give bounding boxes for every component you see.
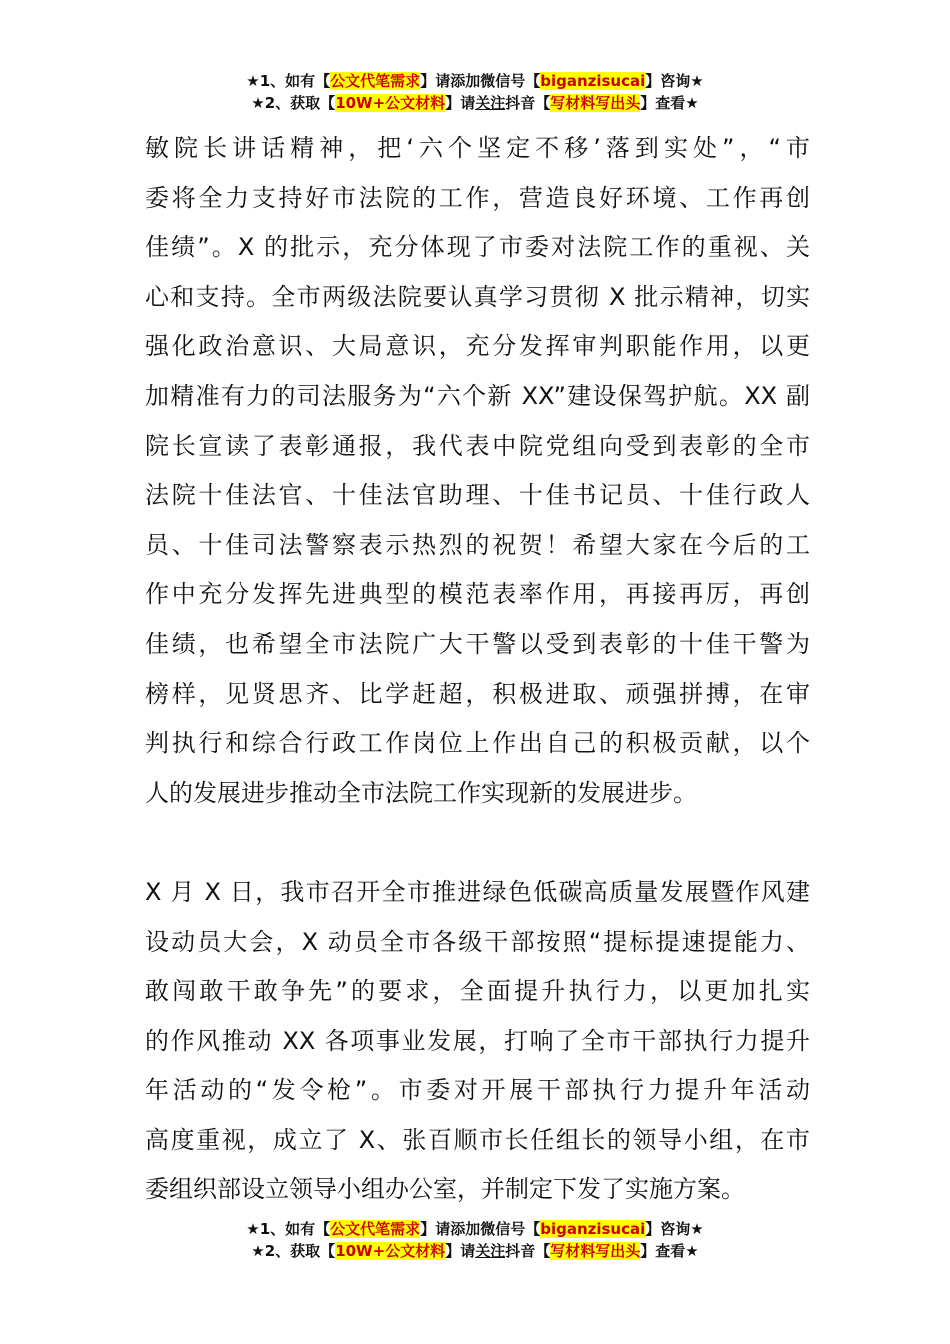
follow-emphasis: 关注 [475,94,506,112]
highlight-materials: 10W+公文材料 [335,94,446,112]
text-line: 佳绩，也希望全市法院广大干警以受到表彰的十佳干警为 [145,629,810,658]
text-line: 榜样，见贤思齐、比学赶超，积极进取、顽强拼搏，在审 [145,679,810,708]
text-line: X 月 X 日，我市召开全市推进绿色低碳高质量发展暨作风建 [145,877,810,906]
text-line: 判执行和综合行政工作岗位上作出自己的积极贡献，以个 [145,729,810,758]
text-line: 法院十佳法官、十佳法官助理、十佳书记员、十佳行政人 [145,481,810,510]
highlight-wechat-id: biganzisucai [540,72,646,90]
text-line: 委组织部设立领导小组办公室，并制定下发了实施方案。 [145,1175,745,1204]
highlight-materials: 10W+公文材料 [335,1242,446,1260]
highlight-douyin-account: 写材料写出头 [550,1242,641,1260]
text-line: 设动员大会，X 动员全市各级干部按照“提标提速提能力、 [145,927,810,956]
text-line: 人的发展进步推动全市法院工作实现新的发展进步。 [145,778,697,807]
text-line: 高度重视，成立了 X、张百顺市长任组长的领导小组，在市 [145,1125,810,1154]
follow-emphasis: 关注 [475,1242,506,1260]
text-line: 敏院长讲话精神，把‘六个坚定不移’落到实处”，“市 [145,134,810,162]
footer-banner-line-1: ★1、如有【公文代笔需求】请添加微信号【biganzisucai】咨询★ [246,1220,704,1238]
text-line: 敢闯敢干敢争先”的要求，全面提升执行力，以更加扎实 [145,977,810,1006]
paragraph-2 [145,868,810,1215]
highlight-service: 公文代笔需求 [330,1220,421,1238]
header-banner-line-2: ★2、获取【10W+公文材料】请关注抖音【写材料写出头】查看★ [251,94,699,112]
highlight-douyin-account: 写材料写出头 [550,94,641,112]
text-line: 院长宣读了表彰通报，我代表中院党组向受到表彰的全市 [145,431,810,460]
highlight-wechat-id: biganzisucai [540,1220,646,1238]
text-line: 作中充分发挥先进典型的模范表率作用，再接再厉，再创 [145,580,810,609]
footer-banner [0,1218,950,1262]
document-body [145,124,810,1215]
text-line: 的作风推动 XX 各项事业发展，打响了全市干部执行力提升 [145,1026,810,1055]
text-line: 员、十佳司法警察表示热烈的祝贺！希望大家在今后的工 [145,530,810,559]
text-line: 强化政治意识、大局意识，充分发挥审判职能作用，以更 [145,332,810,361]
header-banner-line-1: ★1、如有【公文代笔需求】请添加微信号【biganzisucai】咨询★ [246,72,704,90]
text-line: 佳绩”。X 的批示，充分体现了市委对法院工作的重视、关 [145,233,810,262]
text-line: 委将全力支持好市法院的工作，营造良好环境、工作再创 [145,183,810,212]
text-line: 心和支持。全市两级法院要认真学习贯彻 X 批示精神，切实 [145,282,810,311]
paragraph-spacer [145,818,810,868]
header-banner [0,70,950,114]
highlight-service: 公文代笔需求 [330,72,421,90]
text-line: 加精准有力的司法服务为“六个新 XX”建设保驾护航。XX 副 [145,381,810,410]
footer-banner-line-2: ★2、获取【10W+公文材料】请关注抖音【写材料写出头】查看★ [251,1242,699,1260]
text-line: 年活动的“发令枪”。市委对开展干部执行力提升年活动 [145,1076,810,1105]
paragraph-1 [145,124,810,818]
